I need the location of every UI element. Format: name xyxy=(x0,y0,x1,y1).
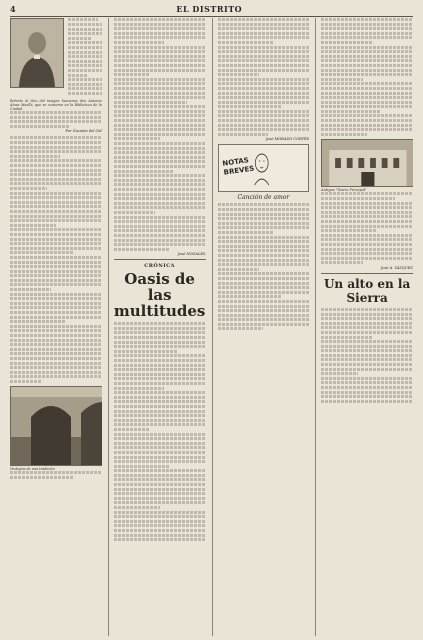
notas-breves-cartoon xyxy=(218,144,310,192)
body-text xyxy=(218,203,310,330)
photo-caption: Vestigios de una tradición xyxy=(10,466,55,471)
section-title: Canción de amor xyxy=(237,194,290,202)
column-1 xyxy=(10,18,102,636)
body-text xyxy=(321,18,413,136)
body-text xyxy=(114,322,206,541)
archway-photo xyxy=(10,386,102,466)
portrait-image xyxy=(10,18,64,88)
photo-caption: Antiguo "Teatro Principal" xyxy=(321,187,367,192)
body-text xyxy=(218,18,310,136)
newspaper-title: EL DISTRITO xyxy=(176,4,243,14)
article-headline: Un alto en la Sierra xyxy=(323,276,411,305)
theatre-photo xyxy=(321,139,413,187)
article-signature: José NOGALES xyxy=(177,252,206,257)
column-3 xyxy=(212,18,310,636)
portrait-caption: Retrato al óleo del insigne huesense don Antonio Aínsa Maella, que se conserva en la Biblioteca de la Ciudad. xyxy=(10,98,102,111)
body-text xyxy=(321,308,413,403)
column-4 xyxy=(315,18,413,636)
masthead xyxy=(10,4,413,17)
section-kicker: CRÓNICA xyxy=(144,263,175,270)
portrait-signature: Por Guzmán del Cid xyxy=(65,129,102,134)
body-text xyxy=(321,202,413,265)
cartoon-label: NOTAS BREVES xyxy=(221,156,255,178)
body-text xyxy=(114,18,206,251)
column-2 xyxy=(108,18,206,636)
article-signature: José A. VÁZQUEZ xyxy=(380,265,413,270)
article-headline: Oasis de las multitudes xyxy=(113,270,206,321)
page-number: 4 xyxy=(10,4,16,14)
body-text xyxy=(10,136,102,382)
column-signature: José MORADO CORTÉS xyxy=(265,137,310,142)
